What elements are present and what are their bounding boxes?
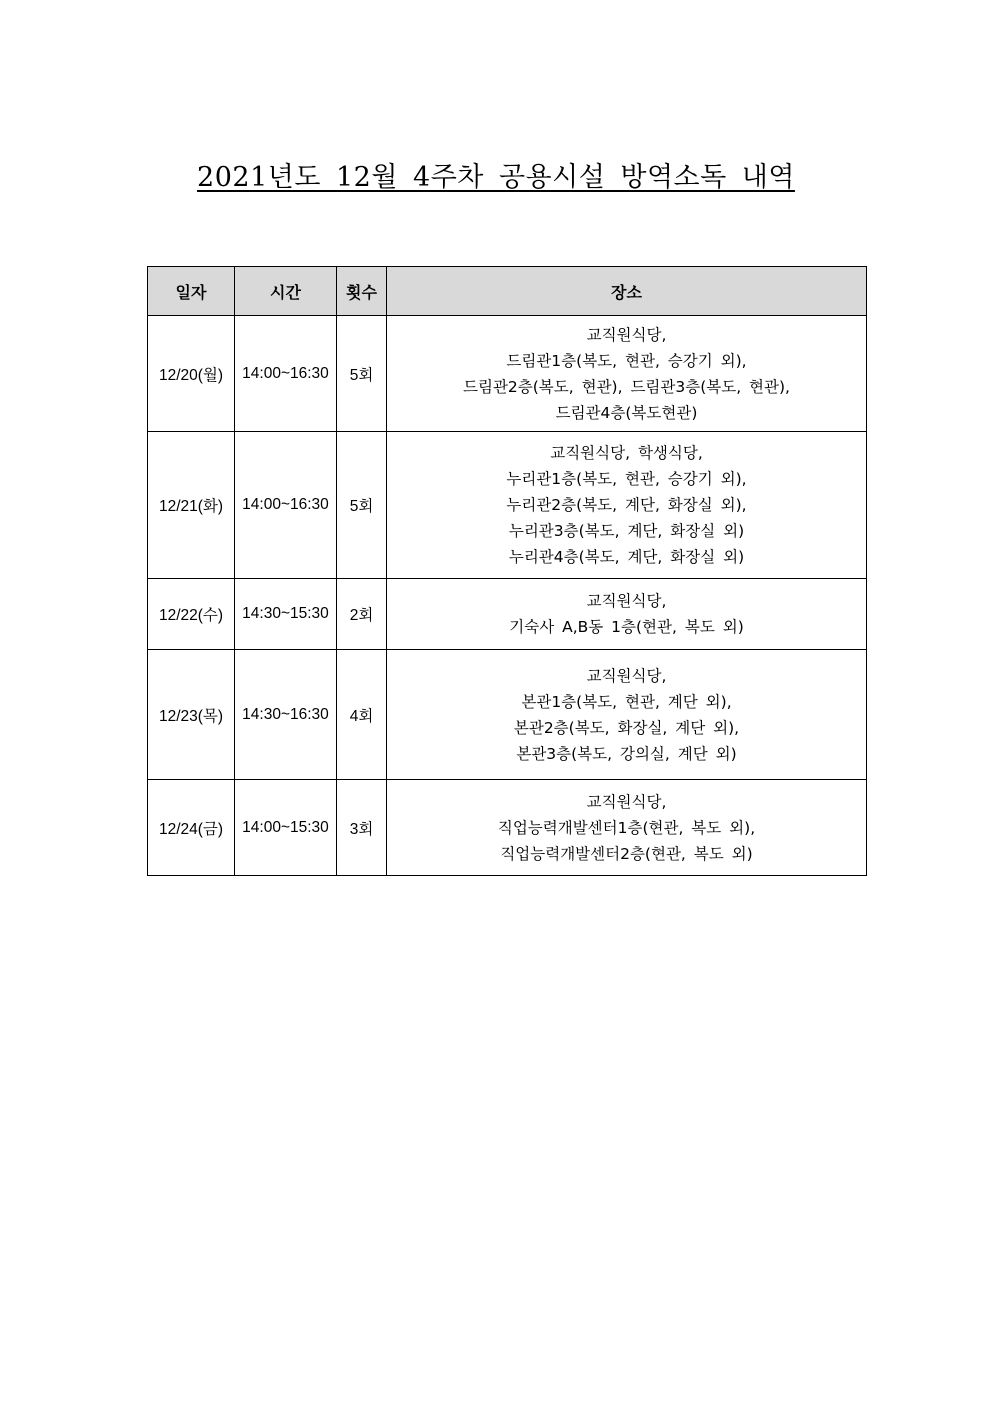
cell-time: 14:00~15:30 [235, 780, 337, 876]
header-date: 일자 [148, 267, 235, 316]
place-line: 교직원식당, 학생식당, [550, 444, 703, 462]
cell-place [387, 780, 867, 876]
table-row [148, 780, 867, 876]
cell-date: 12/21(화) [148, 432, 235, 579]
table-row [148, 432, 867, 579]
cell-time: 14:30~15:30 [235, 579, 337, 650]
cell-place [387, 650, 867, 780]
table-row [148, 650, 867, 780]
cell-count: 2회 [337, 579, 387, 650]
header-count: 횟수 [337, 267, 387, 316]
page-title-text: 2021년도 12월 4주차 공용시설 방역소독 내역 [197, 162, 795, 193]
place-line: 누리관2층(복도, 계단, 화장실 외), [506, 496, 747, 514]
cell-place [387, 579, 867, 650]
table-header-row [148, 267, 867, 316]
cell-place [387, 316, 867, 432]
place-line: 교직원식당, [586, 325, 667, 344]
place-line: 본관1층(복도, 현관, 계단 외), [521, 692, 732, 711]
header-time: 시간 [235, 267, 337, 316]
place-line: 본관2층(복도, 화장실, 계단 외), [513, 718, 740, 737]
place-line: 본관3층(복도, 강의실, 계단 외) [516, 744, 737, 763]
place-line: 누리관4층(복도, 계단, 화장실 외) [508, 548, 745, 566]
cell-count: 4회 [337, 650, 387, 780]
page-title [0, 158, 992, 198]
place-line: 누리관3층(복도, 계단, 화장실 외) [508, 522, 745, 540]
header-place: 장소 [387, 267, 867, 316]
cell-place [387, 432, 867, 579]
place-line: 교직원식당, [586, 592, 667, 610]
cell-date: 12/22(수) [148, 579, 235, 650]
place-line: 드림관2층(복도, 현관), 드림관3층(복도, 현관), [463, 377, 790, 396]
place-line: 교직원식당, [586, 792, 667, 811]
cell-time: 14:00~16:30 [235, 432, 337, 579]
place-line: 교직원식당, [586, 666, 667, 685]
cell-count: 5회 [337, 316, 387, 432]
cell-count: 5회 [337, 432, 387, 579]
cell-date: 12/23(목) [148, 650, 235, 780]
place-line: 누리관1층(복도, 현관, 승강기 외), [506, 470, 747, 488]
cell-date: 12/20(월) [148, 316, 235, 432]
place-line: 드림관4층(복도현관) [555, 403, 698, 422]
table-row [148, 316, 867, 432]
place-line: 드림관1층(복도, 현관, 승강기 외), [506, 351, 747, 370]
disinfection-schedule-table [147, 266, 867, 876]
place-line: 기숙사 A,B동 1층(현관, 복도 외) [509, 618, 744, 636]
table-row [148, 579, 867, 650]
cell-time: 14:00~16:30 [235, 316, 337, 432]
cell-time: 14:30~16:30 [235, 650, 337, 780]
cell-count: 3회 [337, 780, 387, 876]
place-line: 직업능력개발센터1층(현관, 복도 외), [497, 818, 756, 837]
place-line: 직업능력개발센터2층(현관, 복도 외) [500, 844, 753, 863]
cell-date: 12/24(금) [148, 780, 235, 876]
